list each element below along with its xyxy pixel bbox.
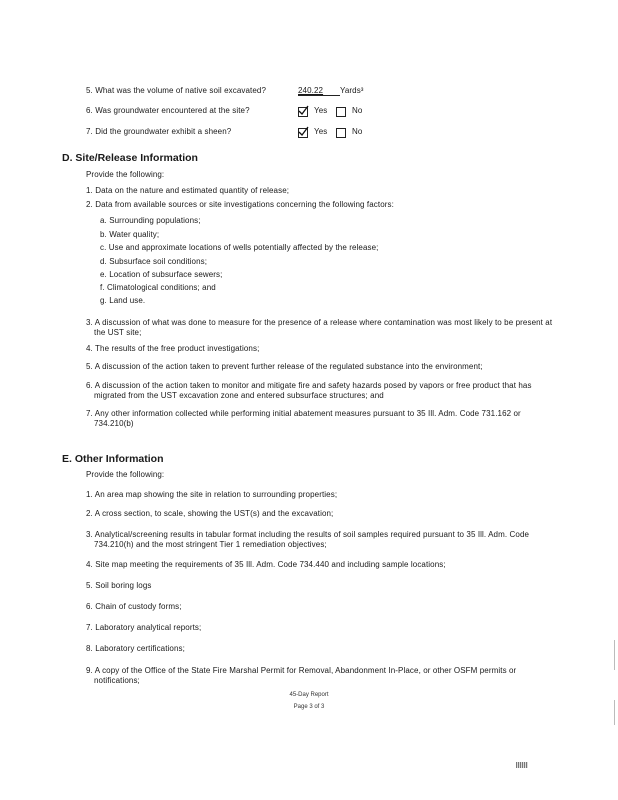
question-5-value: 240.22 [298,86,324,95]
question-6-no-checkbox[interactable] [336,107,346,117]
section-d-item-5: 5. A discussion of the action taken to prevent further release of the regulated substance into the environment; [86,362,483,371]
factor-item: g. Land use. [100,296,146,305]
section-d-item-6: 6. A discussion of the action taken to monitor and mitigate fire and safety hazards posed by vapors or free product that has migrated from the UST excavation zone and entered subsurface structures; and [86,381,532,400]
checkmark-icon [298,126,309,137]
factor-item: c. Use and approximate locations of wells potentially affected by the release; [100,243,379,252]
question-7-no-label: No [352,127,363,136]
section-e-item: 5. Soil boring logs [86,581,152,590]
footer-report-title: 45-Day Report [289,692,329,698]
section-e-item: 8. Laboratory certifications; [86,644,185,653]
question-5-underline [298,95,340,96]
factor-item: b. Water quality; [100,230,160,239]
question-5-label: 5. What was the volume of native soil excavated? [86,86,267,95]
section-e-heading: E. Other Information [62,453,164,465]
scan-edge-mark [614,700,615,725]
section-e-item: 2. A cross section, to scale, showing the UST(s) and the excavation; [86,509,334,518]
question-6-yes-label: Yes [314,106,328,115]
section-e-item: 3. Analytical/screening results in tabular format including the results of soil samples required pursuant to 35 Ill. Adm. Code 734.210(h) and the most stringent Tier 1 remediation objectives; [86,530,530,549]
checkmark-icon [298,105,309,116]
section-e-item: 6. Chain of custody forms; [86,602,182,611]
section-e-item: 4. Site map meeting the requirements of 35 Ill. Adm. Code 734.440 and including sample locations; [86,560,446,569]
factor-item: e. Location of subsurface sewers; [100,270,223,279]
section-d-item-4: 4. The results of the free product investigations; [86,344,260,353]
section-e-intro: Provide the following: [86,470,165,479]
section-d-item-2: 2. Data from available sources or site investigations concerning the following factors: [86,200,394,209]
section-d-item-1: 1. Data on the nature and estimated quantity of release; [86,186,290,195]
scan-edge-mark [614,640,615,670]
factor-item: f. Climatological conditions; and [100,283,216,292]
section-e-item: 9. A copy of the Office of the State Fire Marshal Permit for Removal, Abandonment In-Place, or other OSFM permits or notifications; [86,666,517,685]
section-e-item: 1. An area map showing the site in relation to surrounding properties; [86,490,338,499]
question-6-no-label: No [352,106,363,115]
question-7-label: 7. Did the groundwater exhibit a sheen? [86,127,232,136]
factor-item: d. Subsurface soil conditions; [100,257,208,266]
section-d-item-3: 3. A discussion of what was done to measure for the presence of a release where contamination was most likely to be present at the UST site; [86,318,553,337]
section-e-item: 7. Laboratory analytical reports; [86,623,202,632]
question-7-yes-label: Yes [314,127,328,136]
section-d-item-7: 7. Any other information collected while performing initial abatement measures pursuant to 35 Ill. Adm. Code 731.162 or 734.210(b) [86,409,521,428]
footer-page-number: Page 3 of 3 [293,704,325,710]
scan-stamp-mark [516,762,528,768]
question-7-yes-checkbox[interactable] [298,128,308,138]
question-5-unit: Yards³ [340,86,364,95]
factor-item: a. Surrounding populations; [100,216,201,225]
question-6-yes-checkbox[interactable] [298,107,308,117]
section-d-intro: Provide the following: [86,170,165,179]
question-7-no-checkbox[interactable] [336,128,346,138]
section-d-heading: D. Site/Release Information [62,152,198,164]
question-6-label: 6. Was groundwater encountered at the site? [86,106,250,115]
